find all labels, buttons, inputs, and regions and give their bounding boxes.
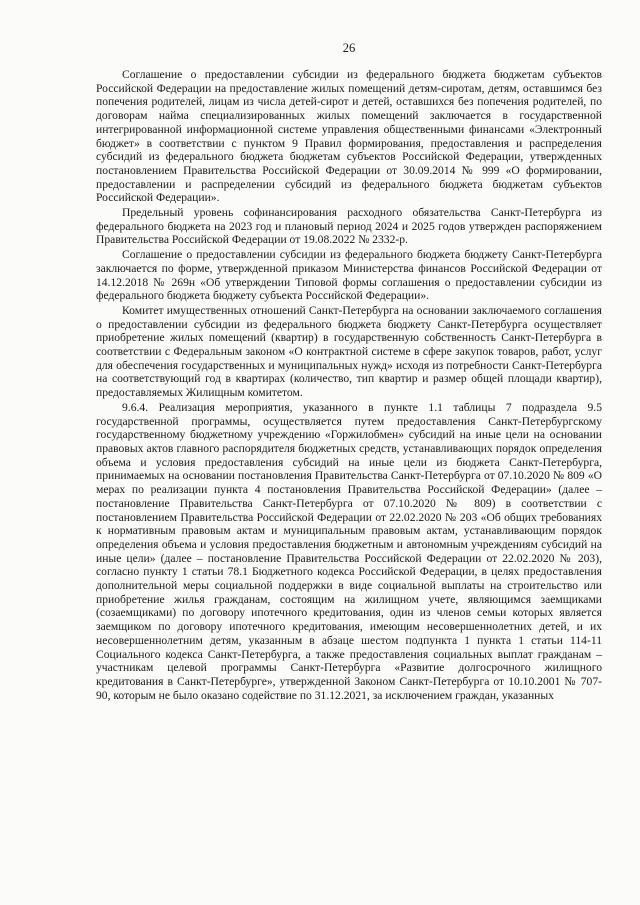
paragraph-9-6-4: 9.6.4. Реализация мероприятия, указанного в пункте 1.1 таблицы 7 подраздела 9.5 государственной программы, осуществляется путем предоставления Санкт-Петербургскому государственному бюджетному учреждению «Горжилобмен» субсидий на иные цели на основании правовых актов главного распорядителя бюджетных средств, устанавливающих порядок определения объема и условия предоставления субсидий на иные цели из бюджета Санкт-Петербурга, принимаемых на основании постановления Правительства Санкт-Петербурга от 07.10.2020 № 809 «О мерах по реализации пункта 4 постановления Правительства Российской Федерации» (далее – постановление Правительства Санкт-Петербурга от 07.10.2020 № 809) в соответствии с постановлением Правительства Российской Федерации от 22.02.2020 № 203 «Об общих требованиях к нормативным правовым актам и муниципальным правовым актам, устанавливающим порядок определения объема и условия предоставления бюджетным и автономным учреждениям субсидий на иные цели» (далее – постановление Правительства Российской Федерации от 22.02.2020 № 203), согласно пункту 1 статьи 78.1 Бюджетного кодекса Российской Федерации, в целях предоставления дополнительной меры социальной поддержки в виде социальной выплаты на строительство или приобретение жилья гражданам, состоящим на жилищном учете, являющимся заемщиками (созаемщиками) по договору ипотечного кредитования, один из членов семьи которых является заемщиком по договору ипотечного кредитования, имеющим несовершеннолетних детей, и их несовершеннолетним детям, указанным в абзаце шестом подпункта 1 пункта 1 статьи 114-11 Социального кодекса Санкт-Петербурга, а также предоставления социальных выплат гражданам – участникам целевой программы Санкт-Петербурга «Развитие долгосрочного жилищного кредитования в Санкт-Петербурге», утвержденной Законом Санкт-Петербурга от 10.10.2001 № 707-90, которым не было оказано содействие по 31.12.2021, за исключением граждан, указанных [96, 400, 602, 702]
paragraph-agreement-federal-subsidy: Соглашение о предоставлении субсидии из федерального бюджета бюджетам субъектов Российской Федерации на предоставление жилых помещений детям-сиротам, детям, оставшимся без попечения родителей, лицам из числа детей-сирот и детей, оставшихся без попечения родителей, по договорам найма специализированных жилых помещений заключается в государственной интегрированной информационной системе управления общественными финансами «Электронный бюджет» в соответствии с пунктом 9 Правил формирования, предоставления и распределения субсидий из федерального бюджета бюджетам субъектов Российской Федерации, утвержденных постановлением Правительства Российской Федерации от 30.09.2014 № 999 «О формировании, предоставлении и распределении субсидий из федерального бюджета бюджетам субъектов Российской Федерации». [96, 68, 602, 205]
page-number: 26 [342, 41, 356, 55]
paragraph-property-committee: Комитет имущественных отношений Санкт-Петербурга на основании заключаемого соглашения о предоставлении субсидии из федерального бюджета бюджету Санкт-Петербурга осуществляет приобретение жилых помещений (квартир) в государственную собственность Санкт-Петербурга в соответствии с Федеральным законом «О контрактной системе в сфере закупок товаров, работ, услуг для обеспечения государственных и муниципальных нужд» исходя из потребности Санкт-Петербурга на соответствующий год в квартирах (количество, тип квартир и размер общей площади квартир), предоставляемых Жилищным комитетом. [96, 303, 602, 400]
paragraph-cofinancing-level: Предельный уровень софинансирования расходного обязательства Санкт-Петербурга из федерального бюджета на 2023 год и плановый период 2024 и 2025 годов утвержден распоряжением Правительства Российской Федерации от 19.08.2022 № 2332-р. [96, 206, 602, 247]
paragraph-agreement-form: Соглашение о предоставлении субсидии из федерального бюджета бюджету Санкт-Петербурга заключается по форме, утвержденной приказом Министерства финансов Российской Федерации от 14.12.2018 № 269н «Об утверждении Типовой формы соглашения о предоставлении субсидии из федерального бюджета бюджету субъекта Российской Федерации». [96, 248, 602, 303]
